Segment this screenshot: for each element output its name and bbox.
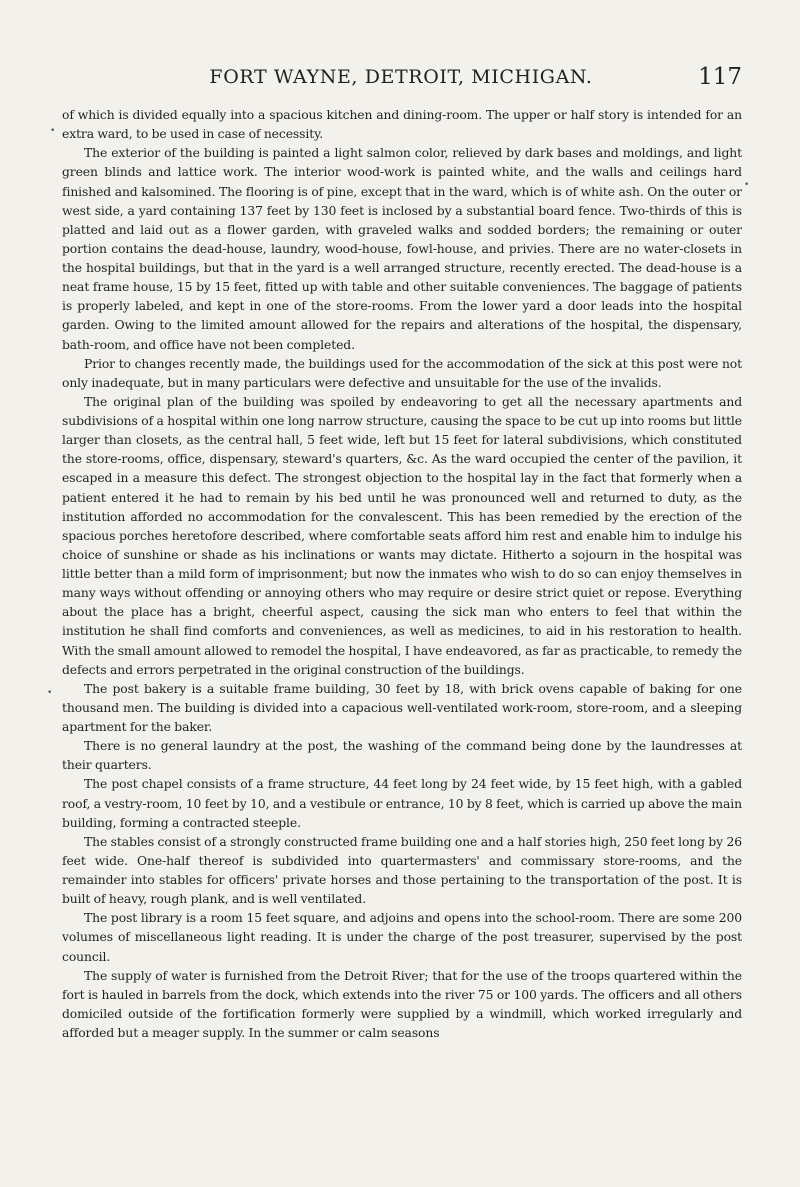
paragraph: The post bakery is a suitable frame building, 30 feet by 18, with brick ovens capable of baking for one thousand men. The building is divided into a capacious well-ventilated work-room, store-room, and a sleeping apartment for the baker. xyxy=(62,681,742,734)
running-title: FORT WAYNE, DETROIT, MICHIGAN. xyxy=(209,66,593,88)
paragraph: The supply of water is furnished from the Detroit River; that for the use of the troops quartered within the fort is hauled in barrels from the dock, which extends into the river 75 or 100 yards. The officers and all others domiciled outside of the fortification formerly were supplied by a windmill, which worked irregularly and afforded but a meager supply. In the summer or calm seasons xyxy=(62,968,742,1040)
margin-speck: • xyxy=(744,180,750,190)
page-number: 117 xyxy=(698,64,742,90)
paragraph: The post chapel consists of a frame structure, 44 feet long by 24 feet wide, by 15 feet high, with a gabled roof, a vestry-room, 10 feet by 10, and a vestibule or entrance, 10 by 8 feet, which is carried up above the main building, forming a contracted steeple. xyxy=(62,777,742,830)
paragraph: The stables consist of a strongly constructed frame building one and a half stories high, 250 feet long by 26 feet wide. One-half thereof is subdivided into quartermasters' and commissary store-rooms, and the remainder into stables for officers' private horses and those pertaining to the transportation of the post. It is built of heavy, rough plank, and is well ventilated. xyxy=(62,834,742,907)
paragraph: Prior to changes recently made, the buildings used for the accommodation of the sick at this post were not only inadequate, but in many particulars were defective and unsuitable for the use of the invalids. xyxy=(62,356,742,390)
paragraph: The original plan of the building was spoiled by endeavoring to get all the necessary apartments and subdivisions of a hospital within one long narrow structure, causing the space to be cut up into rooms but little larger than closets, as the central hall, 5 feet wide, left but 15 feet for lateral subdivisions, which constituted the store-rooms, office, dispensary, steward's quarters, &c. As the ward occupied the center of the pavilion, it escaped in a measure this defect. The strongest objection to the hospital lay in the fact that formerly when a patient entered it he had to remain by his bed until he was pronounced well and returned to duty, as the institution afforded no accommodation for the convalescent. This has been remedied by the erection of the spacious porches heretofore described, where comfortable seats afford him rest and enable him to indulge his choice of sunshine or shade as his inclinations or wants may dictate. Hitherto a sojourn in the hospital was little better than a mild form of imprisonment; but now the inmates who wish to do so can enjoy themselves in many ways without offending or annoying others who may require or desire strict quiet or repose. Everything about the place has a bright, cheerful aspect, causing the sick man who enters to feel that within the institution he shall find comforts and conveniences, as well as medicines, to aid in his restoration to health. With the small amount allowed to remodel the hospital, I have endeavored, as far as practicable, to remedy the defects and errors perpetrated in the original construction of the buildings. xyxy=(62,394,742,677)
paragraph: The post library is a room 15 feet square, and adjoins and opens into the school-room. There are some 200 volumes of miscellaneous light reading. It is under the charge of the post treasurer, supervised by the post council. xyxy=(62,911,742,964)
paragraph: of which is divided equally into a spacious kitchen and dining-room. The upper or half story is intended for an extra ward, to be used in case of necessity. xyxy=(62,108,742,142)
paragraph: There is no general laundry at the post, the washing of the command being done by the laundresses at their quarters. xyxy=(62,739,742,773)
margin-speck: • xyxy=(47,688,53,698)
running-header xyxy=(60,66,742,94)
paragraph: The exterior of the building is painted a light salmon color, relieved by dark bases and moldings, and light green blinds and lattice work. The interior wood-work is painted white, and the walls and ceilings hard finished and kalsomined. The flooring is of pine, except that in the ward, which is of white ash. On the outer or west side, a yard containing 137 feet by 130 feet is inclosed by a substantial board fence. Two-thirds of this is platted and laid out as a flower garden, with graveled walks and sodded borders; the remaining or outer portion contains the dead-house, laundry, wood-house, fowl-house, and privies. There are no water-closets in the hospital buildings, but that in the yard is a well arranged structure, recently erected. The dead-house is a neat frame house, 15 by 15 feet, fitted up with table and other suitable conveniences. The baggage of patients is properly labeled, and kept in one of the store-rooms. From the lower yard a door leads into the hospital garden. Owing to the limited amount allowed for the repairs and alterations of the hospital, the dispensary, bath-room, and office have not been completed. xyxy=(62,146,742,352)
margin-speck: • xyxy=(50,126,56,136)
body-text xyxy=(62,106,742,1043)
